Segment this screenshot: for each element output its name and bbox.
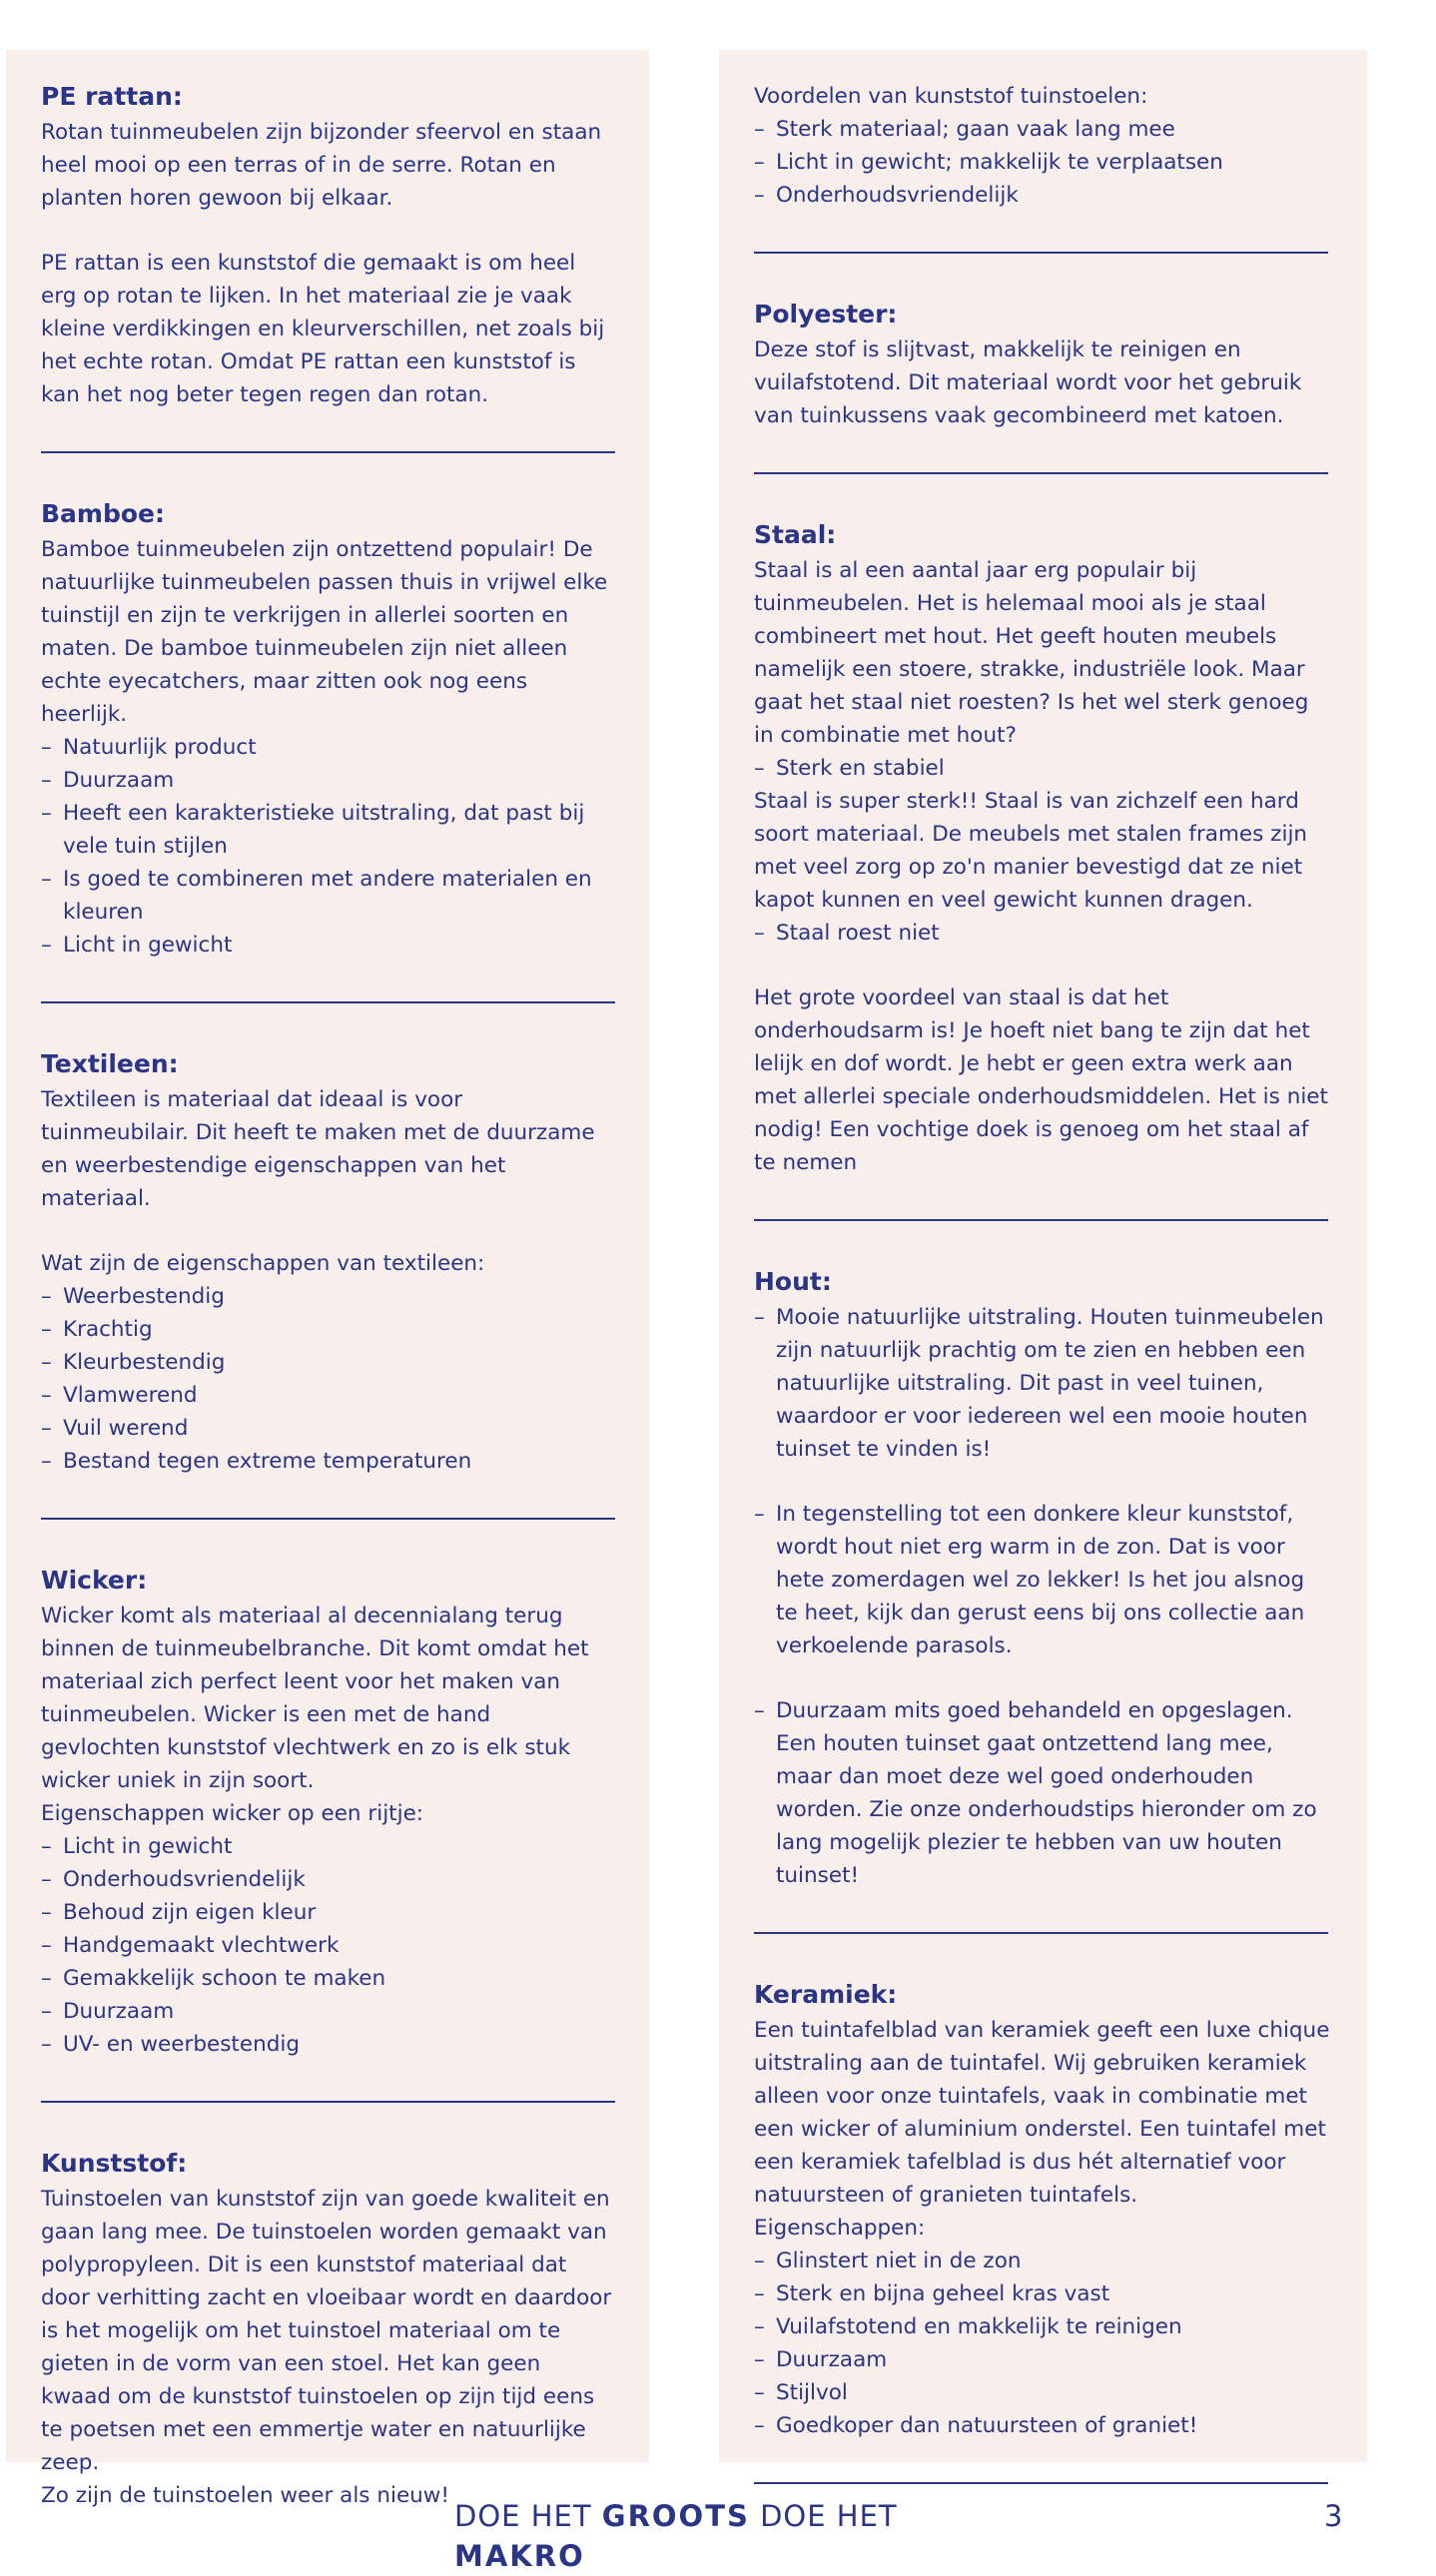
section-title: Textileen: [41,1049,179,1078]
section-title: Hout: [754,1267,832,1296]
paragraph: Staal is super sterk!! Staal is van zichzelf een hard soort materiaal. De meubels met stalen frames zijn met veel zorg op zo'n manier bevestigd dat ze niet kapot kunnen en veel gewicht kunnen dragen. [754,789,1308,913]
list-item: – Sterk en stabiel [754,752,1332,785]
section-textileen [41,1047,614,1478]
list-item: – Bestand tegen extreme temperaturen [41,1445,614,1478]
list-item: – Onderhoudsvriendelijk [41,1863,614,1896]
divider [41,1518,615,1520]
list-item: – Duurzaam mits goed behandeld en opgeslagen. Een houten tuinset gaat ontzettend lang mee, maar dan moet deze wel goed onderhouden worden. Zie onze onderhoudstips hieronder om zo lang mogelijk plezier te hebben van uw houten tuinset! [754,1694,1332,1892]
list-item: – Sterk en bijna geheel kras vast [754,2277,1332,2310]
section-title: Polyester: [754,300,898,328]
bullet-list [754,917,1332,950]
slogan-doe-het-2: DOE HET [760,2499,898,2533]
slogan-doe-het-1: DOE HET [454,2499,592,2533]
section-keramiek [754,1978,1332,2442]
divider [754,252,1328,254]
paragraph: Bamboe tuinmeubelen zijn ontzettend populair! De natuurlijke tuinmeubelen passen thuis in vrijwel elke tuinstijl en zijn te verkrijgen in allerlei soorten en maten. De bamboe tuinmeubelen zijn niet alleen echte eyecatchers, maar zitten ook nog eens heerlijk. [41,537,608,727]
paragraph: Het grote voordeel van staal is dat het onderhoudsarm is! Je hoeft niet bang te zijn dat het lelijk en dof wordt. Je hebt er geen extra werk aan met allerlei speciale onderhoudsmiddelen. Het is niet nodig! Een vochtige doek is genoeg om het staal af te nemen [754,985,1328,1175]
bullet-list [41,1280,614,1478]
list-item: – Glinstert niet in de zon [754,2245,1332,2277]
section-title: Keramiek: [754,1980,898,2009]
paragraph: Zo zijn de tuinstoelen weer als nieuw! [41,2483,450,2508]
footer-slogan [454,2496,974,2576]
section-title: PE rattan: [41,82,183,111]
list-item: – Staal roest niet [754,917,1332,950]
bullet-list [754,752,1332,785]
list-item: – Duurzaam [41,764,614,797]
list-item: – Goedkoper dan natuursteen of graniet! [754,2409,1332,2442]
list-item: – Duurzaam [754,2343,1332,2376]
bullet-list [754,2245,1332,2442]
list-item: – Vlamwerend [41,1379,614,1412]
section-wicker [41,1564,614,2061]
list-item: – Vuil werend [41,1412,614,1445]
divider [41,2101,615,2103]
list-item: – Is goed te combineren met andere materialen en kleuren [41,863,614,929]
paragraph: Rotan tuinmeubelen zijn bijzonder sfeervol en staan heel mooi op een terras of in de serre. Rotan en planten horen gewoon bij elkaar. [41,120,602,211]
bullet-list [754,113,1332,212]
paragraph: PE rattan is een kunststof die gemaakt is om heel erg op rotan te lijken. In het materiaal zie je vaak kleine verdikkingen en kleurverschillen, net zoals bij het echte rotan. Omdat PE rattan een kunststof is kan het nog beter tegen regen dan rotan. [41,251,605,407]
paragraph: Wat zijn de eigenschappen van textileen: [41,1251,485,1276]
bullet-list [41,731,614,962]
section-staal [754,518,1332,1179]
divider [754,1219,1328,1221]
paragraph: Eigenschappen: [754,2216,926,2241]
left-column [6,50,649,2508]
divider [754,472,1328,474]
list-item: – Licht in gewicht; makkelijk te verplaatsen [754,146,1332,179]
slogan-makro: MAKRO [454,2539,585,2573]
page-number: 3 [1324,2499,1343,2533]
section-kunststof-voordelen [754,80,1332,212]
list-item: – Licht in gewicht [41,929,614,962]
section-hout [754,1265,1332,1892]
divider [41,1001,615,1003]
paragraph: Staal is al een aantal jaar erg populair bij tuinmeubelen. Het is helemaal mooi als je staal combineert met hout. Het geeft houten meubels namelijk een stoere, strakke, industriële look. Maar gaat het staal niet roesten? Is het wel sterk genoeg in combinatie met hout? [754,558,1309,748]
list-item: – In tegenstelling tot een donkere kleur kunststof, wordt hout niet erg warm in de zon. Dat is voor hete zomerdagen wel zo lekker! Is het jou alsnog te heet, kijk dan gerust eens bij ons collectie aan verkoelende parasols. [754,1498,1332,1662]
paragraph: Een tuintafelblad van keramiek geeft een luxe chique uitstraling aan de tuintafel. Wij gebruiken keramiek alleen voor onze tuintafels, vaak in combinatie met een wicker of aluminium onderstel. Een tuintafel met een keramiek tafelblad is dus hét alternatief voor natuursteen of granieten tuintafels. [754,2018,1330,2208]
list-item: – Kleurbestendig [41,1346,614,1379]
section-title: Kunststof: [41,2149,188,2178]
section-pe-rattan [41,80,614,411]
list-item: – Duurzaam [41,1995,614,2028]
list-item: – Sterk materiaal; gaan vaak lang mee [754,113,1332,146]
list-item: – Natuurlijk product [41,731,614,764]
divider [754,2482,1328,2484]
bullet-list [41,1830,614,2061]
divider [41,451,615,453]
list-item: – Krachtig [41,1313,614,1346]
list-item: – Onderhoudsvriendelijk [754,179,1332,212]
section-bamboe [41,497,614,962]
paragraph: Tuinstoelen van kunststof zijn van goede kwaliteit en gaan lang mee. De tuinstoelen worden gemaakt van polypropyleen. Dit is een kunststof materiaal dat door verhitting zacht en vloeibaar wordt en daardoor is het mogelijk om het tuinstoel materiaal om te gieten in de vorm van een stoel. Het kan geen kwaad om de kunststof tuinstoelen op zijn tijd eens te poetsen met een emmertje water en natuurlijke zeep. [41,2187,612,2475]
section-title: Staal: [754,520,837,549]
bullet-list [754,1301,1332,1892]
paragraph: Voordelen van kunststof tuinstoelen: [754,84,1148,109]
list-item: – Behoud zijn eigen kleur [41,1896,614,1929]
list-item: – Licht in gewicht [41,1830,614,1863]
paragraph: Deze stof is slijtvast, makkelijk te reinigen en vuilafstotend. Dit materiaal wordt voor het gebruik van tuinkussens vaak gecombineerd met katoen. [754,337,1302,428]
section-kunststof [41,2147,614,2512]
paragraph: Eigenschappen wicker op een rijtje: [41,1801,424,1826]
slogan-groots: GROOTS [601,2499,750,2533]
list-item: – Gemakkelijk schoon te maken [41,1962,614,1995]
list-item: – Stijlvol [754,2376,1332,2409]
list-item: – Handgemaakt vlechtwerk [41,1929,614,1962]
right-column [719,50,1367,2462]
section-polyester [754,298,1332,432]
list-item: – Heeft een karakteristieke uitstraling, dat past bij vele tuin stijlen [41,797,614,863]
list-item: – Vuilafstotend en makkelijk te reinigen [754,2310,1332,2343]
divider [754,1932,1328,1934]
list-item: – UV- en weerbestendig [41,2028,614,2061]
section-title: Wicker: [41,1566,148,1595]
section-title: Bamboe: [41,499,165,528]
list-item: – Mooie natuurlijke uitstraling. Houten tuinmeubelen zijn natuurlijk prachtig om te zien en hebben een natuurlijke uitstraling. Dit past in veel tuinen, waardoor er voor iedereen wel een mooie houten tuinset te vinden is! [754,1301,1332,1466]
paragraph: Wicker komt als materiaal al decennialang terug binnen de tuinmeubelbranche. Dit komt omdat het materiaal zich perfect leent voor het maken van tuinmeubelen. Wicker is een met de hand gevlochten kunststof vlechtwerk en zo is elk stuk wicker uniek in zijn soort. [41,1604,589,1793]
paragraph: Textileen is materiaal dat ideaal is voor tuinmeubilair. Dit heeft te maken met de duurzame en weerbestendige eigenschappen van het materiaal. [41,1087,595,1211]
list-item: – Weerbestendig [41,1280,614,1313]
